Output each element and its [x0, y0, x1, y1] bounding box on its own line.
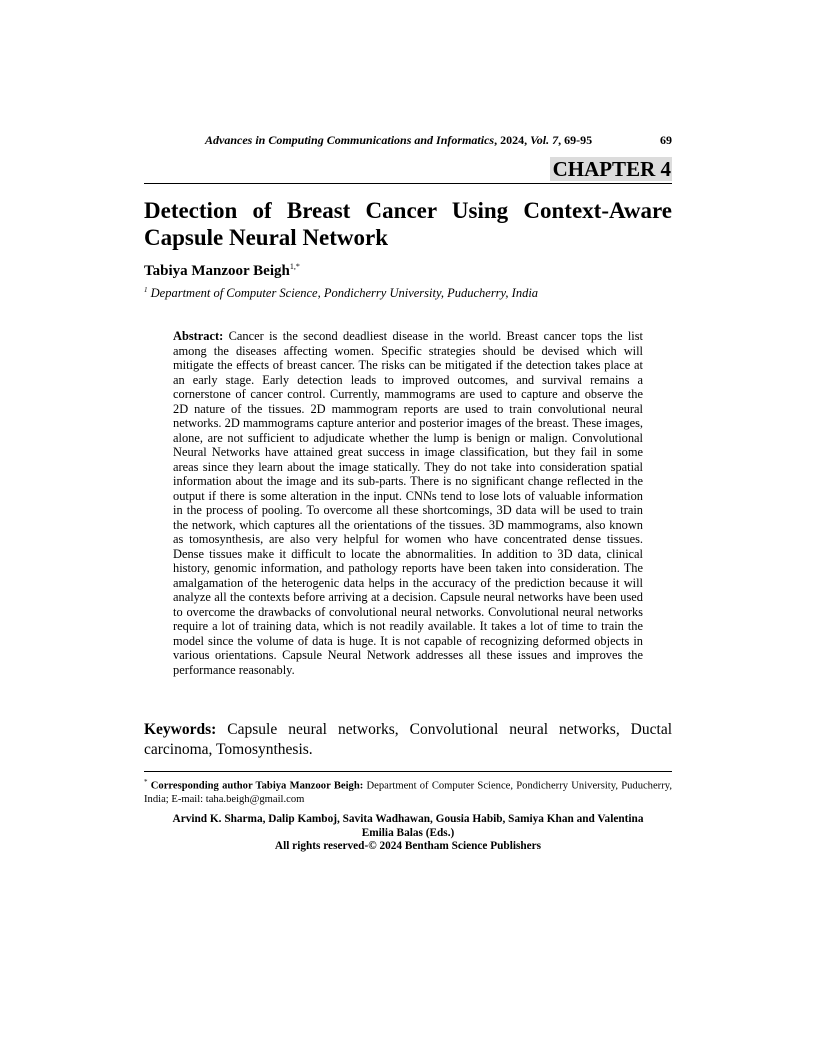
editors-line-2: Emilia Balas (Eds.) [361, 826, 455, 839]
author-name: Tabiya Manzoor Beigh [144, 263, 290, 279]
affiliation [144, 286, 538, 301]
journal-citation [205, 133, 592, 148]
chapter-label: CHAPTER 4 [550, 157, 672, 181]
abstract-label: Abstract: [173, 329, 224, 343]
editors-line-1: Arvind K. Sharma, Dalip Kamboj, Savita Wadhawan, Gousia Habib, Samiya Khan and Valentina [172, 813, 644, 825]
footnote-divider [144, 771, 672, 772]
keywords-label: Keywords: [144, 721, 217, 738]
abstract [173, 329, 643, 677]
abstract-text: Cancer is the second deadliest disease in the world. Breast cancer tops the list among the diseases affecting women. Specific strategies should be devised which will mitigate the effects of breast cancer. The risks can be mitigated if the detection takes place at an early stage. Early detection leads to improved outcomes, and survival remains a cornerstone of cancer control. Currently, mammograms are used to capture and observe the 2D nature of the tissues. 2D mammogram reports are used to train convolutional neural networks. 2D mammograms capture anterior and posterior images of the breast. These images, alone, are not sufficient to adjudicate whether the lump is benign or malign. Convolutional Neural Networks have attained great success in image classification, but they fail in some areas since they learn about the image statically. They do not take into consideration spatial information about the image and its sub-parts. There is no significant change reflected in the output if there is some alteration in the input. CNNs tend to lose lots of valuable information in the process of pooling. To overcome all these shortcomings, 3D data will be used to train the network, which captures all the orientations of the tissues. 3D mammograms, also known as tomosynthesis, are also very helpful for women who have concentrated dense tissues. Dense tissues make it difficult to locate the abnormalities. In addition to 3D data, clinical history, genomic information, and pathology reports have been taken into consideration. The amalgamation of the heterogenic data helps in the accuracy of the prediction because it will analyze all the contexts before arriving at a decision. Capsule neural networks have been used to overcome the drawbacks of convolutional neural networks. Convolutional neural networks require a lot of training data, which is not readily available. It takes a lot of time to train the model since the volume of data is huge. It is not capable of recognizing deformed objects in various orientations. Capsule Neural Network addresses all these issues and improves the performance reasonably. [173, 329, 643, 677]
journal-pages: , 69-95 [558, 133, 593, 147]
journal-year: , 2024, [494, 133, 531, 147]
chapter-heading [144, 156, 672, 184]
affiliation-superscript: 1 [144, 286, 148, 294]
keywords-text: Capsule neural networks, Convolutional neural networks, Ductal carcinoma, Tomosynthesis. [144, 721, 672, 758]
author [144, 262, 300, 280]
paper-title: Detection of Breast Cancer Using Context-Aware Capsule Neural Network [144, 198, 672, 250]
editors-block [144, 813, 672, 854]
footnote-marker: * [144, 778, 148, 786]
page-number: 69 [660, 133, 672, 147]
journal-name: Advances in Computing Communications and Informatics [205, 133, 495, 147]
affiliation-text: Department of Computer Science, Pondicherry University, Puducherry, India [147, 286, 539, 301]
footnote [144, 776, 672, 806]
footnote-label: Corresponding author Tabiya Manzoor Beigh: [147, 780, 364, 792]
journal-volume: Vol. 7 [530, 133, 559, 147]
footnote-text: Department of Computer Science, Pondicherry University, Puducherry, India; E-mail: taha.beigh@gmail.com [144, 780, 672, 805]
keywords [144, 720, 672, 759]
copyright-line: All rights reserved-© 2024 Bentham Science Publishers [274, 840, 542, 852]
author-superscript: 1,* [289, 262, 300, 271]
